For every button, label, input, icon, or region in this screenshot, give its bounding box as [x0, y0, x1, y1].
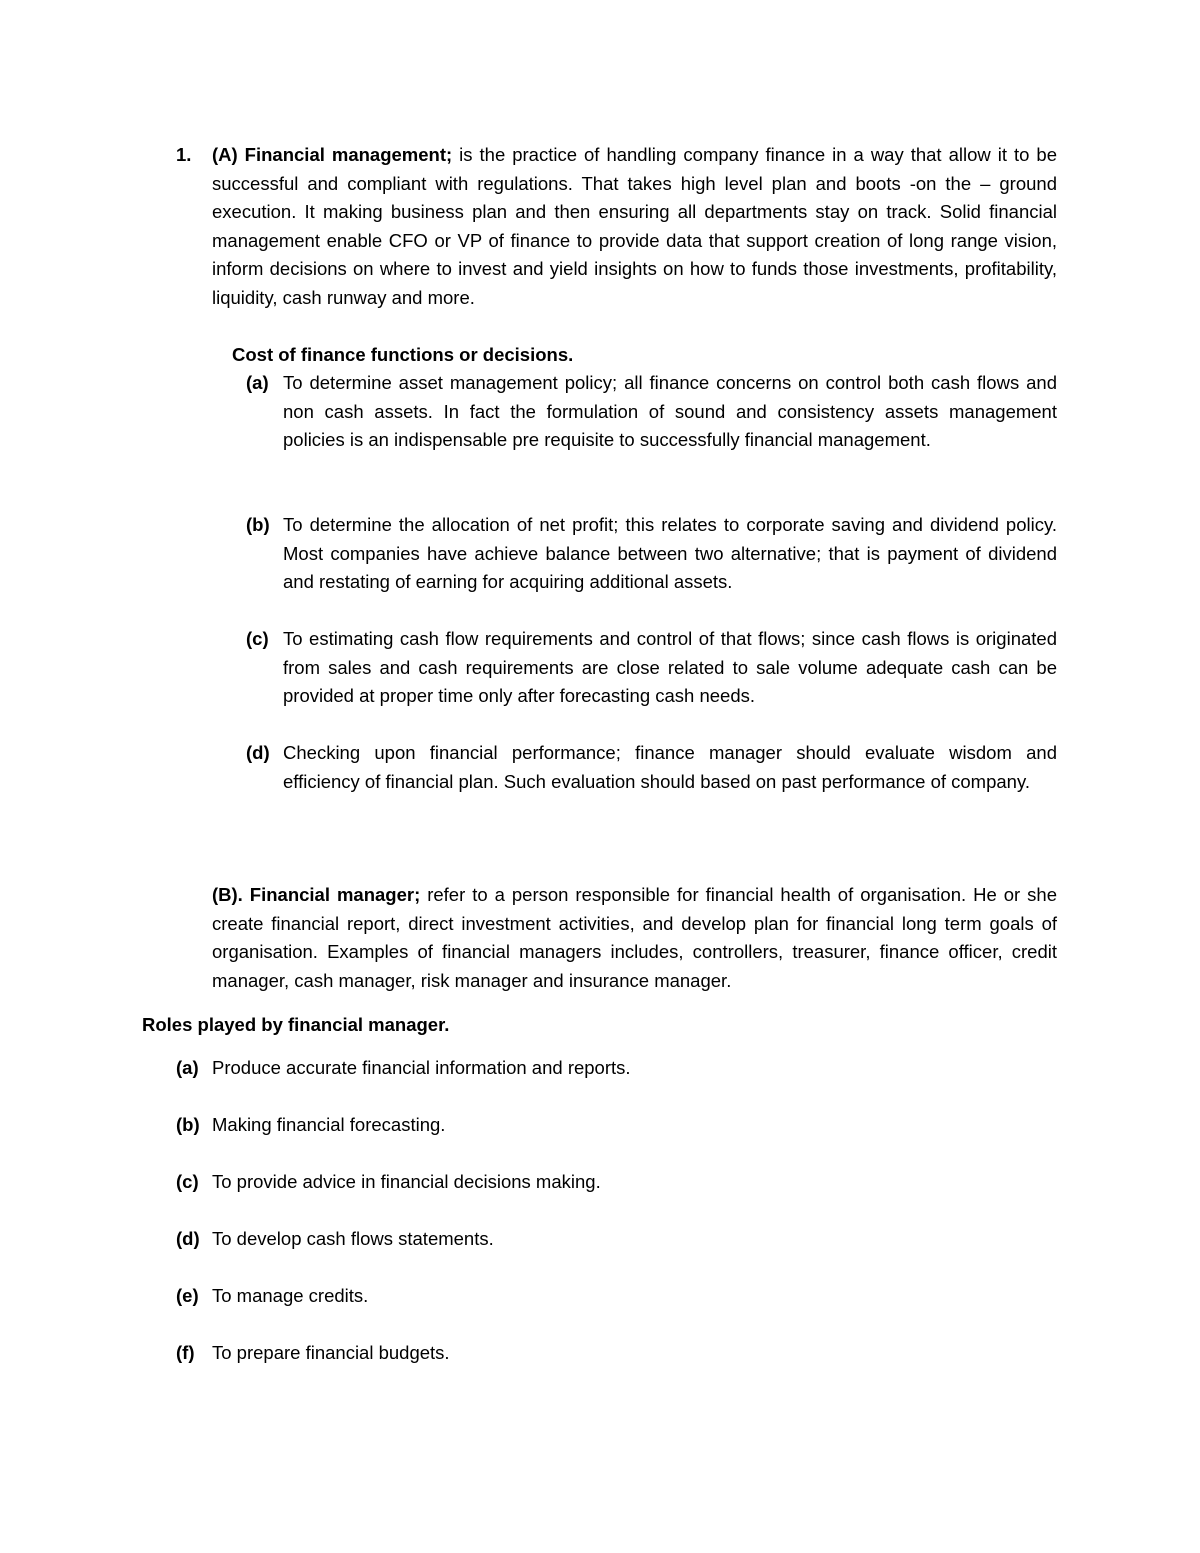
functions-heading: Cost of finance functions or decisions. [232, 344, 574, 365]
roles-item-marker: (b) [176, 1114, 200, 1135]
roles-item-text: To provide advice in financial decisions making. [212, 1171, 601, 1192]
roles-item-text: Making financial forecasting. [212, 1114, 446, 1135]
roles-item-marker: (a) [176, 1057, 199, 1078]
functions-item-text: To estimating cash flow requirements and control of that flows; since cash flows is originated from sales and cash requirements are close related to sale volume adequate cash can be provided at proper time only after forecasting cash needs. [283, 628, 1057, 707]
functions-item-marker: (d) [246, 742, 270, 763]
section-number: 1. [176, 144, 192, 165]
roles-item-marker: (d) [176, 1228, 200, 1249]
roles-item-text: To develop cash flows statements. [212, 1228, 494, 1249]
roles-item-text: Produce accurate financial information and reports. [212, 1057, 631, 1078]
roles-item-marker: (c) [176, 1171, 199, 1192]
functions-item-marker: (b) [246, 514, 270, 535]
section-a-text: is the practice of handling company finance in a way that allow it to be successful and compliant with regulations. That takes high level plan and boots -on the – ground execution. It making business plan and then ensuring all departments stay on track. Solid financial management enable CFO or VP of finance to provide data that support creation of long range vision, inform decisions on where to invest and yield insights on how to funds those investments, profitability, liquidity, cash runway and more. [212, 144, 1057, 308]
functions-item-text: Checking upon financial performance; finance manager should evaluate wisdom and efficiency of financial plan. Such evaluation should based on past performance of company. [283, 742, 1057, 792]
functions-item-text: To determine asset management policy; all finance concerns on control both cash flows and non cash assets. In fact the formulation of sound and consistency assets management policies is an indispensable pre requisite to successfully financial management. [283, 372, 1057, 451]
functions-item-marker: (a) [246, 372, 269, 393]
section-a-paragraph [212, 141, 1057, 313]
roles-item-text: To manage credits. [212, 1285, 369, 1306]
section-b-term: (B). Financial manager; [212, 884, 421, 905]
roles-item-marker: (f) [176, 1342, 195, 1363]
roles-heading: Roles played by financial manager. [142, 1014, 450, 1035]
roles-item-marker: (e) [176, 1285, 199, 1306]
section-b-text: refer to a person responsible for financial health of organisation. He or she create financial report, direct investment activities, and develop plan for financial long term goals of organisation. Examples of financial managers includes, controllers, treasurer, finance officer, credit manager, cash manager, risk manager and insurance manager. [212, 884, 1057, 991]
functions-item-text: To determine the allocation of net profit; this relates to corporate saving and dividend policy. Most companies have achieve balance between two alternative; that is payment of dividend and restating of earning for acquiring additional assets. [283, 514, 1057, 593]
section-a-term: (A) Financial management; [212, 144, 453, 165]
section-b-paragraph [212, 881, 1057, 995]
functions-item-marker: (c) [246, 628, 269, 649]
roles-item-text: To prepare financial budgets. [212, 1342, 450, 1363]
